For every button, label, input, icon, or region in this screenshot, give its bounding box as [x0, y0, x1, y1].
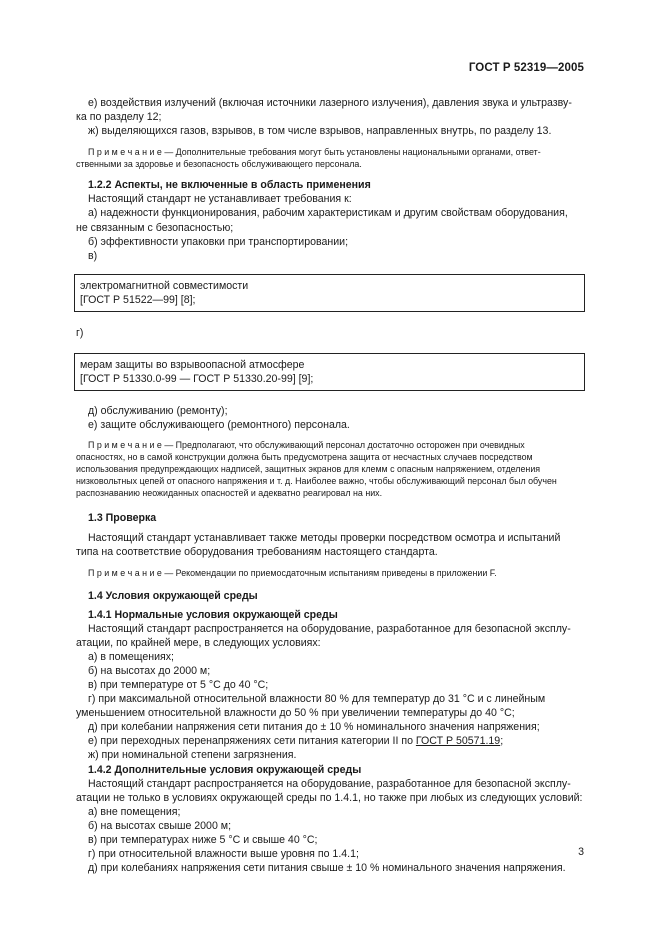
cond-141-g-cont: уменьшением относительной влажности до 50 % при увеличении температуры до 40 °С; [76, 707, 515, 720]
item-zh-gases: ж) выделяющихся газов, взрывов, в том числе взрывов, направленных внутрь, по разделу 13. [88, 125, 552, 138]
cond-142-b: б) на высотах свыше 2000 м; [88, 819, 232, 832]
cond-141-zh: ж) при номинальной степени загрязнения. [88, 749, 297, 762]
cond-142-g: г) при относительной влажности выше уровня по 1.4.1; [88, 848, 359, 861]
item-e-protection: е) защите обслуживающего (ремонтного) персонала. [88, 419, 350, 432]
para-1-3-line1: Настоящий стандарт устанавливает также методы проверки посредством осмотра и испытаний [88, 532, 561, 545]
note-label: П р и м е ч а н и е [88, 440, 162, 451]
cond-142-d: д) при колебаниях напряжения сети питания свыше ± 10 % номинального значения напряжения. [88, 862, 566, 875]
box-emc-line1: электромагнитной совместимости [80, 279, 249, 292]
item-v-label: в) [88, 249, 98, 262]
cond-141-g: г) при максимальной относительной влажности 80 % для температур до 31 °С и с линейным [88, 693, 546, 706]
cond-141-d: д) при колебании напряжения сети питания до ± 10 % номинального значения напряжения; [88, 721, 540, 734]
heading-1-2-2: 1.2.2 Аспекты, не включенные в область применения [88, 179, 371, 192]
note-2-line2: опасностях, но в самой конструкции должна быть предусмотрена защита от несчастных случаев посредством [76, 452, 533, 463]
note-1: П р и м е ч а н и е — Дополнительные требования могут быть установлены национальными органами, ответ- [88, 147, 541, 158]
note-2-line4: низковольтных цепей от опасного напряжения и т. д. Наиболее важно, чтобы обслуживающий персонал был обучен [76, 476, 557, 487]
box-emc-line2: [ГОСТ Р 51522—99] [8]; [80, 293, 196, 306]
heading-1-4-1: 1.4.1 Нормальные условия окружающей среды [88, 608, 338, 621]
para-1-4-2-line2: атации не только в условиях окружающей среды по 1.4.1, но также при любых из следующих условий: [76, 791, 583, 804]
document-body [76, 96, 585, 875]
item-b-packaging: б) эффективности упаковки при транспортировании; [88, 235, 349, 248]
para-1-4-2-line1: Настоящий стандарт распространяется на оборудование, разработанное для безопасной эксплу- [88, 777, 571, 790]
item-e-radiation-cont: ка по разделу 12; [76, 111, 162, 124]
page-number: 3 [578, 846, 584, 858]
document-header-id: ГОСТ Р 52319—2005 [468, 62, 584, 74]
item-d-service: д) обслуживанию (ремонту); [88, 404, 228, 417]
note-2: П р и м е ч а н и е — Предполагают, что обслуживающий персонал достаточно осторожен при очевидных [88, 440, 525, 451]
para-1-4-1-line2: атации, по крайней мере, в следующих условиях: [76, 636, 321, 649]
item-a-reliability-cont: не связанным с безопасностью; [76, 221, 234, 234]
note-label: П р и м е ч а н и е [88, 147, 162, 158]
heading-1-3: 1.3 Проверка [88, 512, 157, 525]
note-2-line3: использования предупреждающих надписей, защитных экранов для клемм с опасным напряжением, отделения [76, 464, 541, 475]
boxed-item-emc [74, 274, 585, 312]
item-e-radiation: е) воздействия излучений (включая источники лазерного излучения), давления звука и ультразву- [88, 97, 572, 109]
item-a-reliability: а) надежности функционирования, рабочим характеристикам и другим свойствам оборудования, [88, 207, 568, 220]
cond-141-b: б) на высотах до 2000 м; [88, 664, 211, 677]
para-1-4-1-line1: Настоящий стандарт распространяется на оборудование, разработанное для безопасной эксплу- [88, 622, 571, 635]
note-label: П р и м е ч а н и е [88, 568, 162, 579]
heading-1-4-2: 1.4.2 Дополнительные условия окружающей среды [88, 763, 362, 776]
cond-141-v: в) при температуре от 5 °С до 40 °С; [88, 678, 269, 691]
cond-142-v: в) при температурах ниже 5 °С и свыше 40 °С; [88, 834, 318, 846]
note-3: П р и м е ч а н и е — Рекомендации по приемосдаточным испытаниям приведены в приложении F. [88, 568, 497, 579]
note-1-cont: ственными за здоровье и безопасность обслуживающего персонала. [76, 159, 362, 170]
heading-1-4: 1.4 Условия окружающей среды [88, 590, 258, 603]
cond-141-a: а) в помещениях; [88, 650, 174, 663]
standard-reference-link[interactable]: ГОСТ Р 50571.19 [415, 735, 501, 748]
item-g-label: г) [76, 326, 84, 339]
cond-141-e: е) при переходных перенапряжениях сети питания категории II по ГОСТ Р 50571.19; [88, 735, 504, 748]
boxed-item-explosive [74, 353, 585, 391]
cond-142-a: а) вне помещения; [88, 805, 181, 818]
para-1-3-line2: типа на соответствие оборудования требованиям настоящего стандарта. [76, 546, 438, 559]
para-1-2-2-intro: Настоящий стандарт не устанавливает требования к: [88, 193, 352, 206]
box-explosive-line1: мерам защиты во взрывоопасной атмосфере [80, 358, 305, 371]
note-2-line5: распознаванию неожиданных опасностей и адекватно реагировал на них. [76, 488, 383, 499]
box-explosive-line2: [ГОСТ Р 51330.0-99 — ГОСТ Р 51330.20-99] [9]; [80, 372, 314, 385]
